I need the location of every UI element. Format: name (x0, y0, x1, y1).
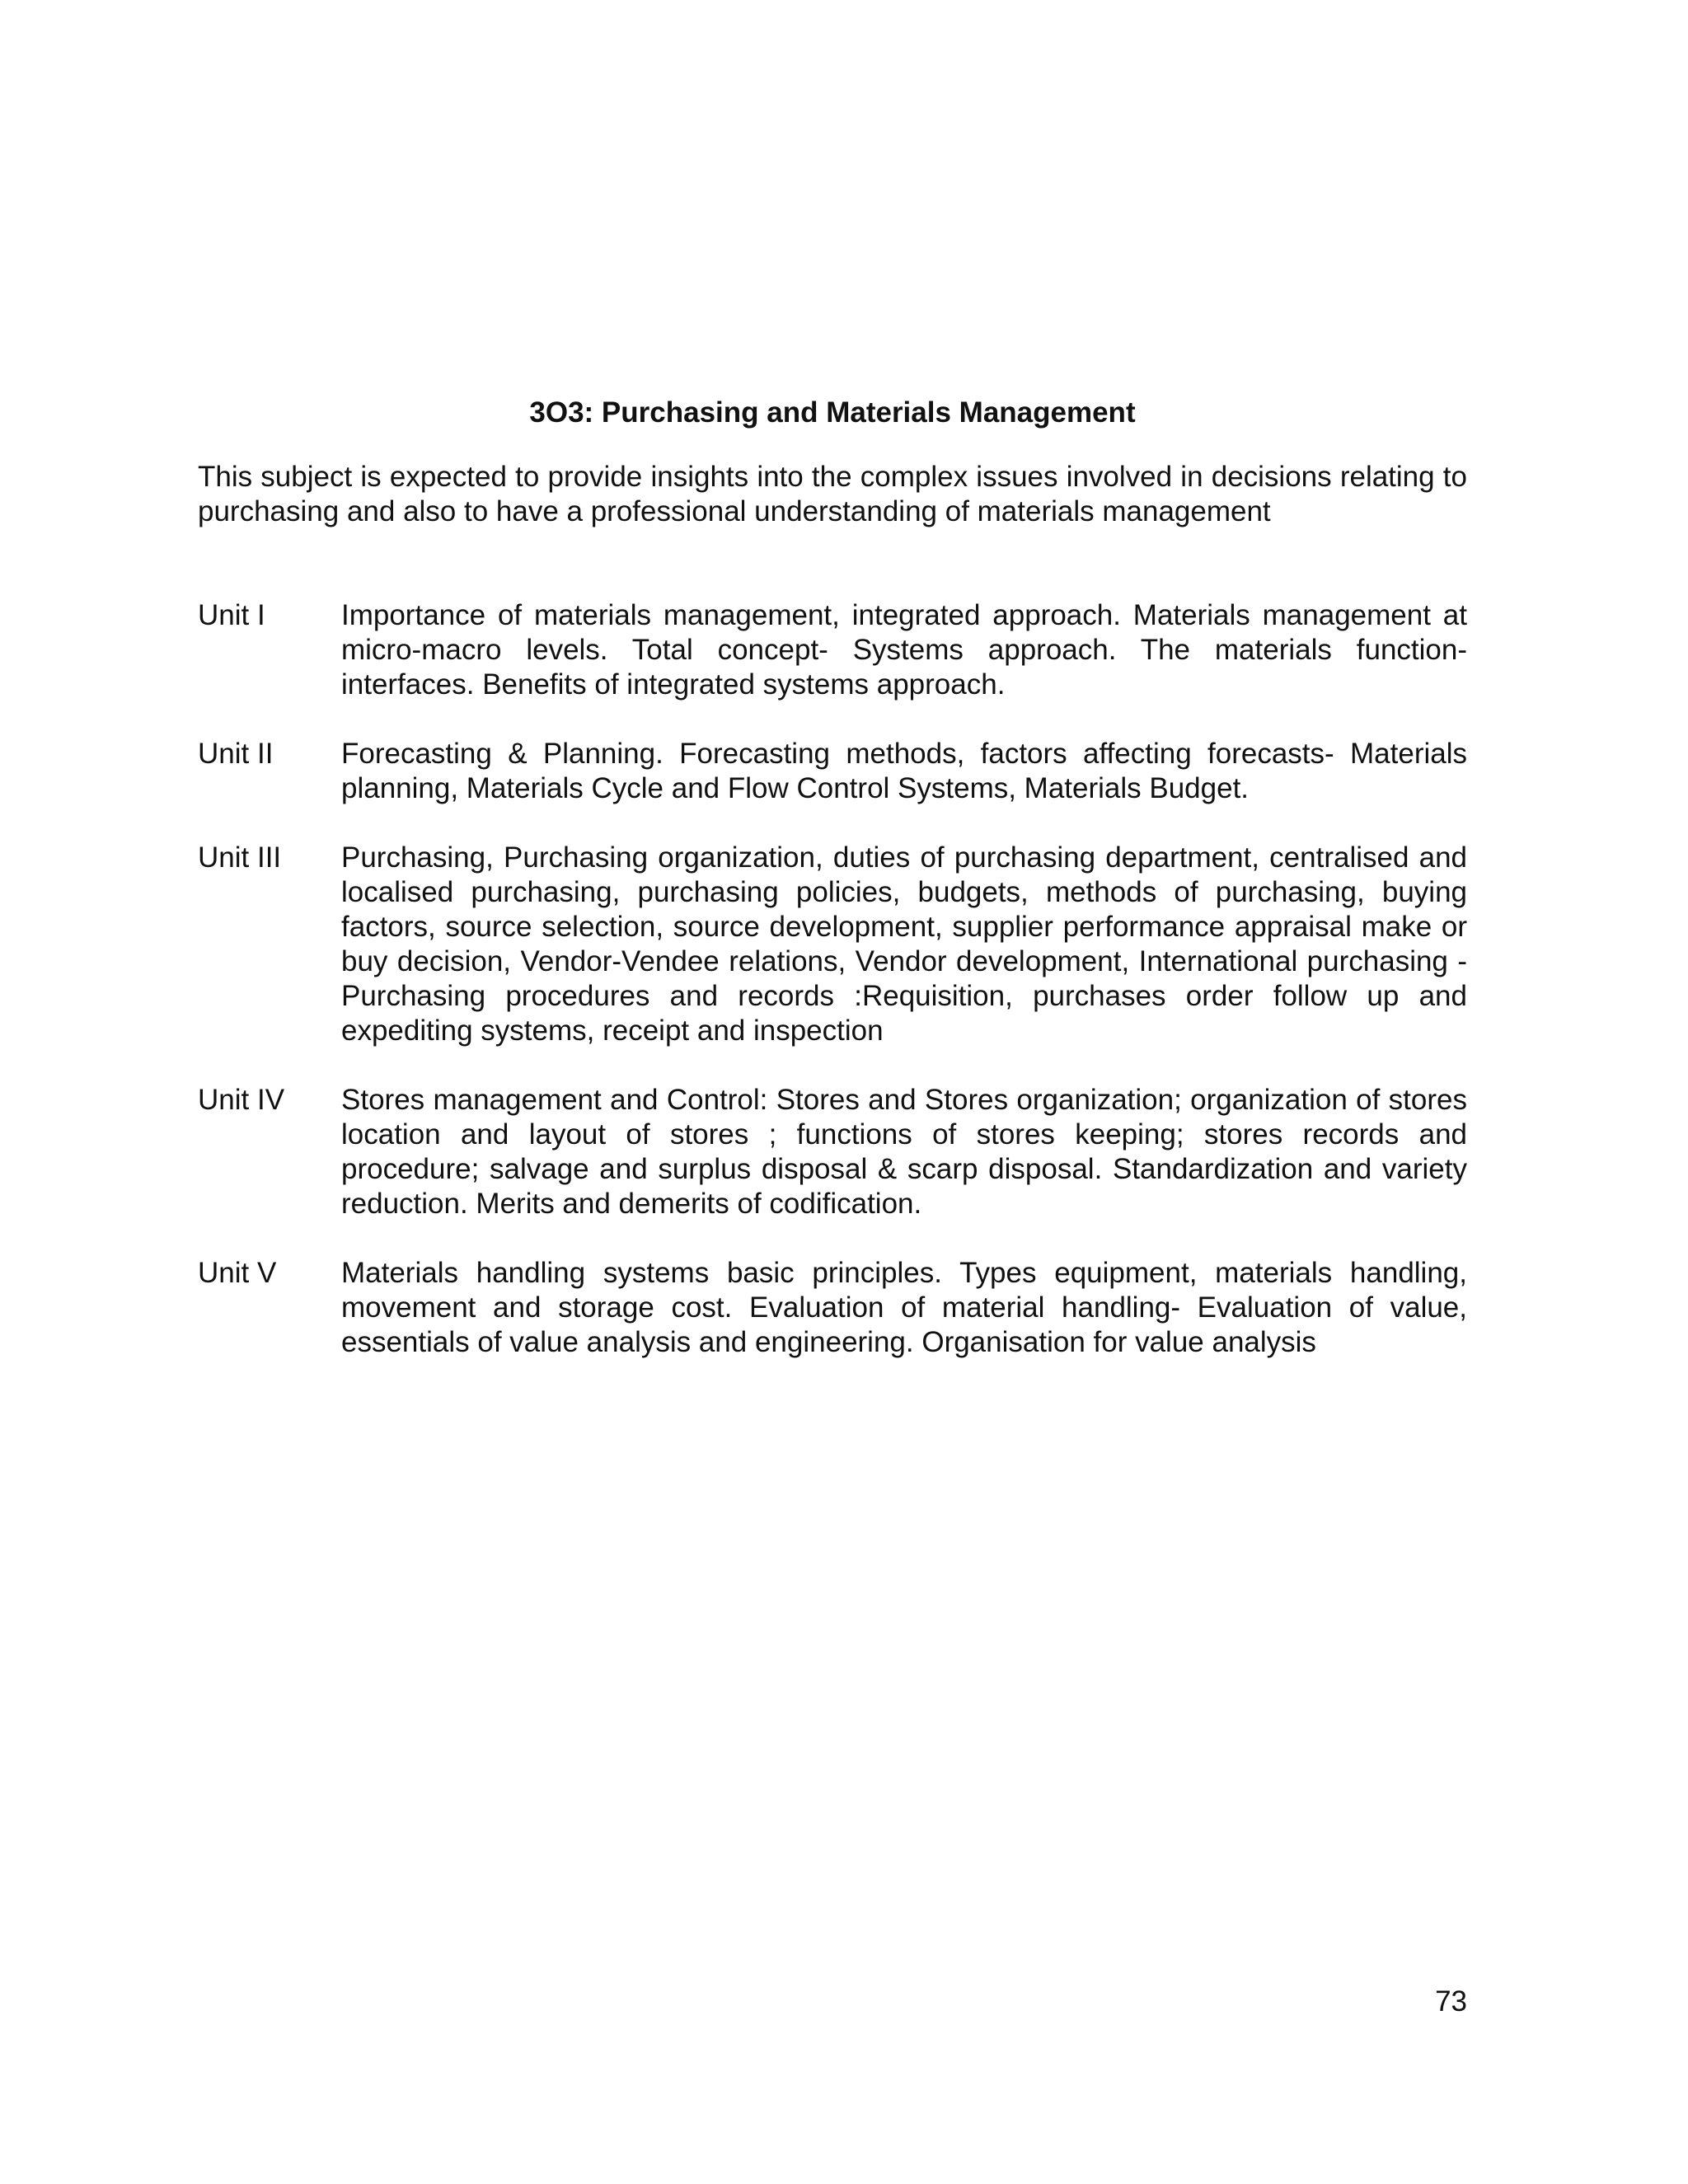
document-intro: This subject is expected to provide insights into the complex issues involved in decisions relating to purchasing and also to have a professional understanding of materials management (198, 461, 1467, 527)
unit-label: Unit III (198, 841, 282, 874)
unit-row (198, 841, 1467, 1048)
unit-description: Stores management and Control: Stores and Stores organization; organization of stores location and layout of stores ; functions of stores keeping; stores records and procedure; salvage and surplus disposal & scarp disposal. Standardization and variety reduction. Merits and demerits of codification. (341, 1084, 1467, 1220)
unit-label: Unit II (198, 738, 274, 770)
unit-list (198, 598, 1467, 1360)
unit-row (198, 1083, 1467, 1221)
document-page (198, 396, 1467, 1360)
unit-row (198, 737, 1467, 806)
page-number: 73 (1435, 1985, 1467, 2018)
unit-row (198, 598, 1467, 702)
unit-description: Purchasing, Purchasing organization, duties of purchasing department, centralised and localised purchasing, purchasing policies, budgets, methods of purchasing, buying factors, source selection, source development, supplier performance appraisal make or buy decision, Vendor-Vendee relations, Vendor development, International purchasing -Purchasing procedures and records :Requisition, purchases order follow up and expediting systems, receipt and inspection (341, 841, 1467, 1047)
unit-row (198, 1256, 1467, 1360)
unit-label: Unit IV (198, 1084, 285, 1116)
unit-label: Unit V (198, 1257, 277, 1289)
unit-description: Forecasting & Planning. Forecasting methods, factors affecting forecasts- Materials planning, Materials Cycle and Flow Control Systems, Materials Budget. (341, 738, 1467, 804)
unit-label: Unit I (198, 599, 265, 631)
unit-description: Materials handling systems basic principles. Types equipment, materials handling, movement and storage cost. Evaluation of material handling- Evaluation of value, essentials of value analysis and engineering. Organisation for value analysis (341, 1257, 1467, 1358)
document-title: 3O3: Purchasing and Materials Management (529, 396, 1136, 429)
unit-description: Importance of materials management, integrated approach. Materials management at micro-macro levels. Total concept- Systems approach. The materials function-interfaces. Benefits of integrated systems approach. (341, 599, 1467, 701)
